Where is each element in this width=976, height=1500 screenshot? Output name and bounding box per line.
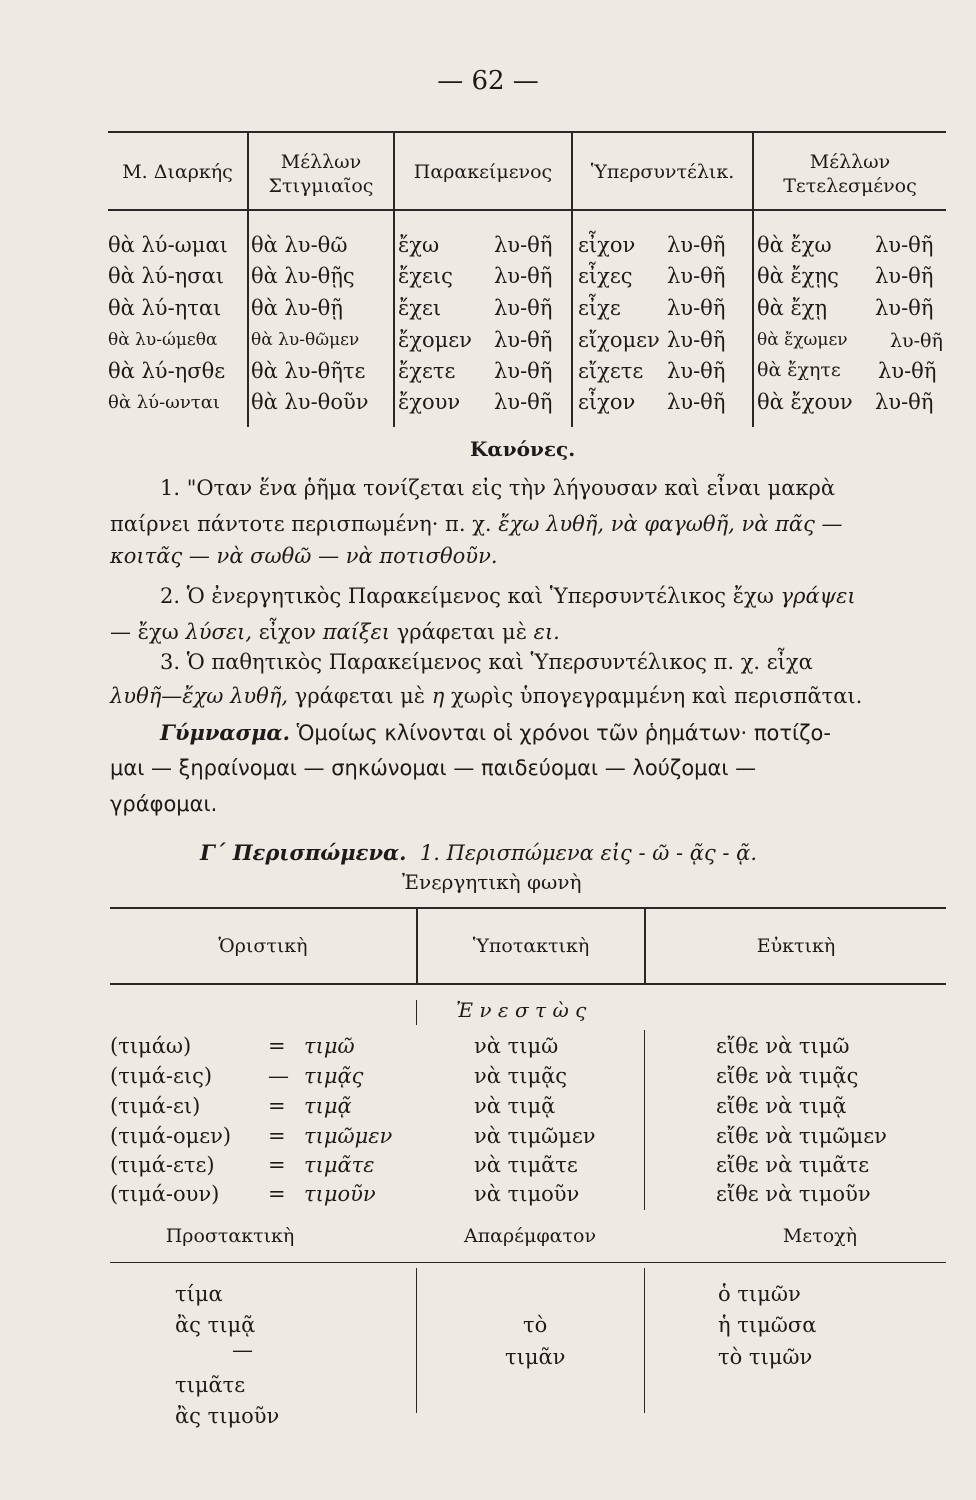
cell: λυ-θῆ bbox=[875, 296, 934, 320]
cell: λυ-θῆ bbox=[494, 328, 553, 352]
cell: (τιμά-ουν) bbox=[110, 1182, 220, 1206]
table2-header-rule bbox=[110, 983, 946, 985]
imperative-form: ἂς τιμοῦν bbox=[175, 1404, 280, 1428]
cell: νὰ τιμᾷ bbox=[474, 1094, 556, 1118]
cell: θὰ λύ-ωνται bbox=[108, 392, 220, 413]
cell: ἔχεις bbox=[398, 264, 453, 288]
table1-header-mellon-tetelesmenos: Μέλλων Τετελεσμένος bbox=[783, 151, 917, 197]
rule-2-line-2: — ἔχω λύσει, εἶχον παίξει γράφεται μὲ ει. bbox=[110, 620, 560, 644]
table1-header-mellon-stigmiaios: Μέλλων Στιγμιαῖος bbox=[268, 151, 374, 197]
rules-title: Κανόνες. bbox=[470, 437, 576, 461]
cell: θὰ λύ-ωμαι bbox=[108, 233, 228, 257]
cell: θὰ λυ-θοῦν bbox=[251, 390, 369, 414]
rule-3-line-2: λυθῆ—ἔχω λυθῆ, γράφεται μὲ η χωρὶς ὑπογεγραμμένη καὶ περισπᾶται. bbox=[110, 684, 863, 708]
cell: λυ-θῆ bbox=[667, 328, 726, 352]
cell: ἔχω bbox=[398, 233, 440, 257]
cell: τιμᾶτε bbox=[304, 1153, 375, 1177]
table1-top-rule bbox=[108, 131, 946, 133]
cell: θὰ ἔχουν bbox=[757, 390, 853, 414]
cell: εἴθε νὰ τιμᾷς bbox=[716, 1064, 859, 1088]
table3-divider-1 bbox=[416, 1268, 417, 1413]
cell: ἔχουν bbox=[398, 390, 461, 414]
cell: θὰ ἔχωμεν bbox=[757, 330, 848, 350]
cell: εἴθε νὰ τιμῶμεν bbox=[716, 1124, 887, 1148]
cell: θὰ λυ-ώμεθα bbox=[108, 330, 218, 350]
page-number: — 62 — bbox=[437, 66, 539, 96]
exercise-line-2: μαι — ξηραίνομαι — σηκώνομαι — παιδεύομαι — λούζομαι — bbox=[110, 756, 757, 780]
cell: ἔχει bbox=[398, 296, 442, 320]
cell: (τιμάω) bbox=[110, 1034, 192, 1058]
cell: λυ-θῆ bbox=[667, 233, 726, 257]
cell: θὰ λυ-θῇς bbox=[251, 264, 355, 288]
table3-header-prostaktiki: Προστακτικὴ bbox=[165, 1225, 295, 1247]
rule-2-line-1: 2. Ὁ ἐνεργητικὸς Παρακείμενος καὶ Ὑπερσυντέλικος ἔχω γράψει bbox=[160, 584, 856, 608]
table2-header-ypotaktiki: Ὑποτακτικὴ bbox=[472, 935, 590, 957]
cell: νὰ τιμοῦν bbox=[474, 1182, 580, 1206]
table3-header-aparemfaton: Απαρέμφατον bbox=[463, 1225, 597, 1247]
cell: (τιμά-ει) bbox=[110, 1094, 201, 1118]
exercise-line-3: γράφομαι. bbox=[110, 792, 218, 816]
table2-header-efktiki: Εὐκτικὴ bbox=[756, 935, 836, 957]
infinitive-form: τιμᾶν bbox=[505, 1345, 566, 1369]
rule-1-line-1: 1. "Οταν ἕνα ῥῆμα τονίζεται εἰς τὴν λήγουσαν καὶ εἶναι μακρὰ bbox=[160, 476, 836, 500]
cell: = bbox=[268, 1153, 286, 1177]
cell: λυ-θῆ bbox=[878, 359, 937, 383]
cell: λυ-θῆ bbox=[494, 264, 553, 288]
cell: εἶχον bbox=[578, 390, 636, 414]
cell: λυ-θῆ bbox=[667, 296, 726, 320]
cell: εἴχομεν bbox=[578, 328, 660, 352]
cell: λυ-θῆ bbox=[494, 296, 553, 320]
cell: νὰ τιμῶ bbox=[474, 1034, 559, 1058]
participle-form: τὸ τιμῶν bbox=[718, 1345, 813, 1369]
cell: τιμᾷς bbox=[304, 1064, 364, 1088]
cell: λυ-θῆ bbox=[667, 390, 726, 414]
cell: θὰ ἔχῃ bbox=[757, 296, 828, 320]
cell: θὰ ἔχω bbox=[757, 233, 832, 257]
rule-1-line-3: κοιτᾶς — νὰ σωθῶ — νὰ ποτισθοῦν. bbox=[110, 544, 498, 568]
cell: λυ-θῆ bbox=[875, 264, 934, 288]
table3-header-rule bbox=[110, 1262, 946, 1263]
cell: εἴχετε bbox=[578, 359, 644, 383]
participle-form: ὁ τιμῶν bbox=[718, 1282, 801, 1306]
cell: λυ-θῆ bbox=[494, 359, 553, 383]
table2-tick-1 bbox=[416, 1000, 417, 1025]
cell: θὰ λυ-θῆτε bbox=[251, 359, 366, 383]
imperative-form: ἂς τιμᾷ bbox=[175, 1313, 256, 1337]
cell: (τιμά-ετε) bbox=[110, 1153, 215, 1177]
cell: θὰ λύ-ησαι bbox=[108, 264, 225, 288]
table2-top-rule bbox=[110, 907, 946, 909]
cell: λυ-θῆ bbox=[875, 233, 934, 257]
participle-form: ἡ τιμῶσα bbox=[718, 1313, 817, 1337]
table1-header-parakeimenos: Παρακείμενος bbox=[413, 161, 553, 183]
cell: λυ-θῆ bbox=[890, 330, 943, 352]
cell: τιμῶ bbox=[304, 1034, 355, 1058]
cell: λυ-θῆ bbox=[494, 233, 553, 257]
section-subtitle: Ἐνεργητικὴ φωνὴ bbox=[402, 870, 582, 894]
table1-header-ypersyntelikos: Ὑπερσυντέλικ. bbox=[590, 161, 735, 183]
cell: θὰ λυ-θῇ bbox=[251, 296, 343, 320]
cell: λυ-θῆ bbox=[494, 390, 553, 414]
tense-label: Ἐ ν ε σ τ ὼ ς bbox=[456, 998, 587, 1022]
cell: θὰ ἔχητε bbox=[757, 359, 841, 381]
cell: εἴθε νὰ τιμοῦν bbox=[716, 1182, 871, 1206]
imperative-form: — bbox=[232, 1338, 253, 1362]
cell: = bbox=[268, 1182, 286, 1206]
table3-divider-2 bbox=[644, 1268, 645, 1413]
rule-3-line-1: 3. Ὁ παθητικὸς Παρακείμενος καὶ Ὑπερσυντέλικος π. χ. εἶχα bbox=[160, 650, 813, 674]
cell: λυ-θῆ bbox=[875, 390, 934, 414]
cell: λυ-θῆ bbox=[667, 359, 726, 383]
cell: λυ-θῆ bbox=[667, 264, 726, 288]
cell: εἴθε νὰ τιμᾷ bbox=[716, 1094, 847, 1118]
cell: εἴθε νὰ τιμᾶτε bbox=[716, 1153, 870, 1177]
exercise-line-1: Γύμνασμα. Ὁμοίως κλίνονται οἱ χρόνοι τῶν ῥημάτων· ποτίζο- bbox=[160, 720, 831, 745]
cell: = bbox=[268, 1034, 286, 1058]
cell: ἔχετε bbox=[398, 359, 456, 383]
cell: τιμῶμεν bbox=[304, 1124, 393, 1148]
cell: — bbox=[268, 1064, 289, 1088]
section-heading: Γ΄ Περισπώμενα. 1. Περισπώμενα εἰς - ῶ - ᾷς - ᾷ. bbox=[200, 840, 758, 865]
cell: εἶχον bbox=[578, 233, 636, 257]
table2-header-oristiki: Ὁριστικὴ bbox=[218, 935, 308, 957]
cell: (τιμά-εις) bbox=[110, 1064, 213, 1088]
imperative-form: τιμᾶτε bbox=[175, 1373, 246, 1397]
cell: εἴθε νὰ τιμῶ bbox=[716, 1034, 850, 1058]
cell: ἔχομεν bbox=[398, 328, 472, 352]
imperative-form: τίμα bbox=[175, 1282, 223, 1306]
cell: εἶχε bbox=[578, 296, 621, 320]
cell: εἶχες bbox=[578, 264, 633, 288]
cell: θὰ ἔχῃς bbox=[757, 264, 839, 288]
cell: νὰ τιμᾷς bbox=[474, 1064, 568, 1088]
cell: θὰ λύ-ησθε bbox=[108, 359, 226, 383]
cell: τιμᾷ bbox=[304, 1094, 352, 1118]
cell: θὰ λύ-ηται bbox=[108, 296, 222, 320]
cell: = bbox=[268, 1094, 286, 1118]
rule-1-line-2: παίρνει πάντοτε περισπωμένη· π. χ. ἔχω λυθῆ, νὰ φαγωθῆ, νὰ πᾶς — bbox=[110, 512, 843, 536]
cell: = bbox=[268, 1124, 286, 1148]
cell: νὰ τιμᾶτε bbox=[474, 1153, 578, 1177]
infinitive-article: τὸ bbox=[523, 1313, 548, 1337]
table1-header-m-diarkis: Μ. Διαρκής bbox=[122, 161, 233, 183]
cell: (τιμά-ομεν) bbox=[110, 1124, 232, 1148]
table3-header-metochi: Μετοχὴ bbox=[782, 1225, 858, 1247]
cell: νὰ τιμῶμεν bbox=[474, 1124, 596, 1148]
cell: θὰ λυ-θῶμεν bbox=[251, 330, 360, 350]
cell: τιμοῦν bbox=[304, 1182, 376, 1206]
cell: θὰ λυ-θῶ bbox=[251, 233, 348, 257]
table1-header-rule bbox=[108, 209, 946, 211]
table2-column-rule bbox=[644, 1030, 645, 1210]
